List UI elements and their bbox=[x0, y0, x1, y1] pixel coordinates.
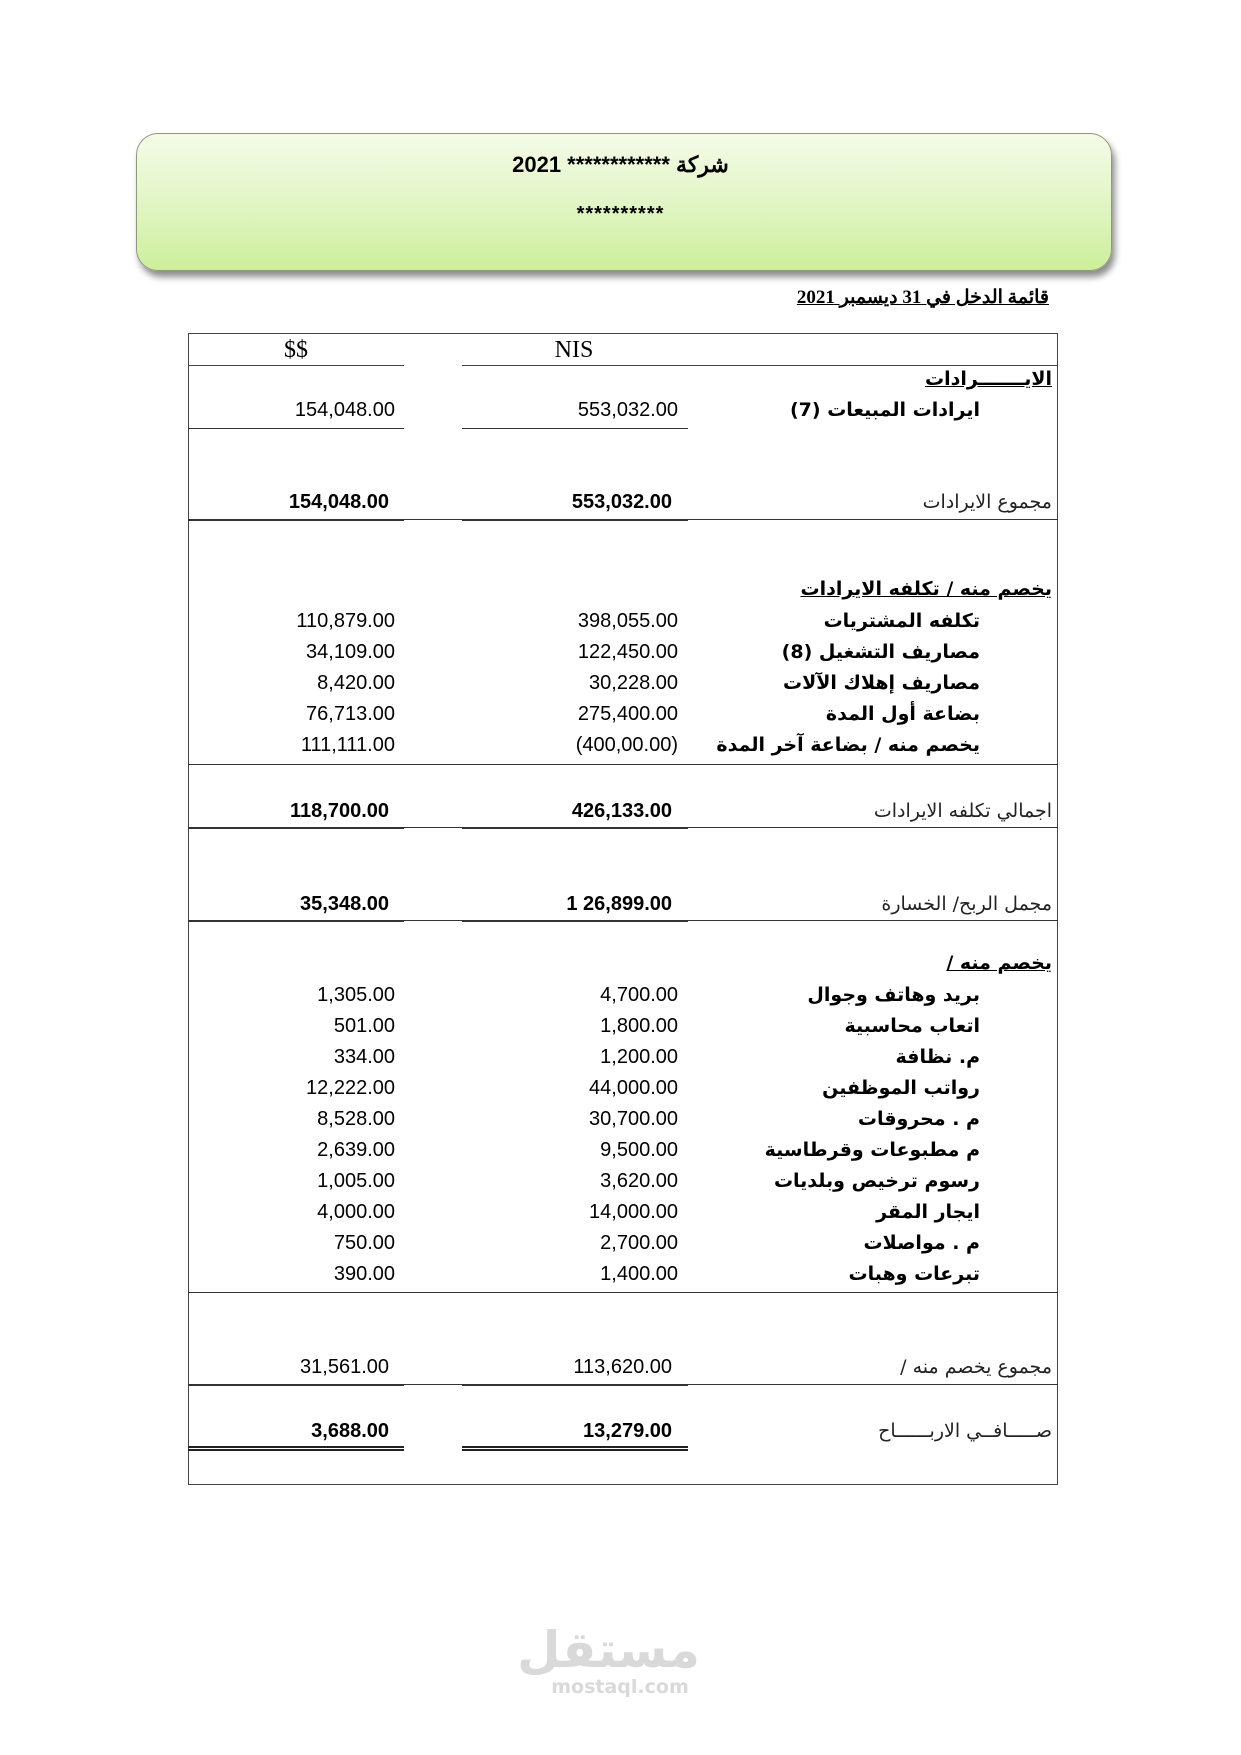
total-rule bbox=[462, 1384, 688, 1386]
row-label: اتعاب محاسبية bbox=[844, 1015, 980, 1037]
table-row bbox=[0, 1263, 1241, 1293]
usd-value: 1,305.00 bbox=[317, 984, 395, 1006]
gross-profit-row bbox=[0, 893, 1241, 923]
table-row bbox=[0, 1077, 1241, 1107]
total-rule bbox=[462, 519, 688, 521]
watermark bbox=[517, 1621, 700, 1698]
revenue-total-row bbox=[0, 491, 1241, 521]
nis-value: 113,620.00 bbox=[573, 1356, 672, 1378]
cost-section-title: يخصم منه / تكلفه الايرادات bbox=[800, 578, 1052, 600]
row-label: مجموع الايرادات bbox=[922, 491, 1052, 513]
table-row bbox=[0, 1046, 1241, 1076]
table-row bbox=[0, 1108, 1241, 1138]
double-underline bbox=[462, 1446, 688, 1451]
table-row bbox=[0, 1232, 1241, 1262]
row-label: تبرعات وهبات bbox=[848, 1263, 980, 1285]
total-rule bbox=[462, 827, 688, 829]
nis-value: 9,500.00 bbox=[600, 1139, 678, 1161]
usd-value: 35,348.00 bbox=[300, 893, 389, 915]
usd-value: 2,639.00 bbox=[317, 1139, 395, 1161]
usd-value: 111,111.00 bbox=[300, 734, 395, 756]
usd-value: 4,000.00 bbox=[317, 1201, 395, 1223]
nis-value: 426,133.00 bbox=[571, 800, 672, 822]
nis-value: 13,279.00 bbox=[583, 1420, 672, 1442]
row-label: م مطبوعات وقرطاسية bbox=[764, 1139, 980, 1161]
usd-value: 118,700.00 bbox=[290, 800, 389, 822]
row-label: رسوم ترخيص وبلديات bbox=[773, 1170, 980, 1192]
company-subtitle: ********** bbox=[576, 203, 665, 225]
double-underline bbox=[188, 1446, 404, 1451]
table-row bbox=[0, 1015, 1241, 1045]
table-row bbox=[0, 1170, 1241, 1200]
table-row bbox=[0, 703, 1241, 733]
usd-value: 8,420.00 bbox=[317, 672, 395, 694]
nis-value: 1,200.00 bbox=[600, 1046, 678, 1068]
expenses-total-row bbox=[0, 1356, 1241, 1386]
nis-value: 553,032.00 bbox=[577, 399, 678, 421]
nis-value: 30,700.00 bbox=[589, 1108, 678, 1130]
row-label: بريد وهاتف وجوال bbox=[807, 984, 980, 1006]
subtotal-rule bbox=[188, 1292, 404, 1293]
total-rule bbox=[188, 1384, 404, 1386]
usd-value: 76,713.00 bbox=[306, 703, 395, 725]
watermark-logo: مستقل bbox=[517, 1621, 700, 1679]
subtotal-rule bbox=[462, 764, 688, 765]
expenses-section-title: يخصم منه / bbox=[946, 952, 1052, 974]
usd-value: 154,048.00 bbox=[288, 491, 389, 513]
table-row bbox=[0, 734, 1241, 764]
subtotal-rule bbox=[462, 428, 688, 429]
row-label: يخصم منه / بضاعة آخر المدة bbox=[716, 734, 980, 756]
row-label: م. نظافة bbox=[895, 1046, 980, 1068]
nis-value: 122,450.00 bbox=[577, 641, 678, 663]
row-label: مصاريف إهلاك الآلات bbox=[783, 672, 980, 694]
nis-value: 1 26,899.00 bbox=[566, 893, 672, 915]
nis-value: 44,000.00 bbox=[589, 1077, 678, 1099]
nis-value: 4,700.00 bbox=[600, 984, 678, 1006]
subtotal-rule bbox=[188, 428, 404, 429]
usd-value: 110,879.00 bbox=[296, 610, 395, 632]
total-rule bbox=[188, 519, 404, 521]
row-label: رواتب الموظفين bbox=[822, 1077, 980, 1099]
row-label: صـــــافــي الاربــــــاح bbox=[878, 1420, 1052, 1442]
total-rule bbox=[188, 827, 404, 829]
nis-value: 1,400.00 bbox=[600, 1263, 678, 1285]
row-label: مصاريف التشغيل (8) bbox=[781, 641, 980, 663]
row-label: مجموع يخصم منه / bbox=[900, 1356, 1052, 1378]
row-label: بضاعة أول المدة bbox=[825, 703, 980, 725]
nis-value: 553,032.00 bbox=[571, 491, 672, 513]
row-label: اجمالي تكلفه الايرادات bbox=[873, 800, 1052, 822]
nis-value: (400,00.00) bbox=[575, 734, 678, 756]
watermark-url: mostaql.com bbox=[551, 1676, 689, 1698]
header-divider bbox=[188, 365, 404, 366]
usd-value: 3,688.00 bbox=[311, 1420, 389, 1442]
row-label: ايجار المقر bbox=[876, 1201, 980, 1223]
company-name: شركة ************ 2021 bbox=[512, 152, 729, 177]
usd-value: 750.00 bbox=[333, 1232, 395, 1254]
table-row bbox=[0, 1201, 1241, 1231]
usd-value: 154,048.00 bbox=[294, 399, 395, 421]
usd-column-header: $$ bbox=[284, 337, 308, 363]
table-row bbox=[0, 984, 1241, 1014]
row-label: تكلفه المشتريات bbox=[823, 610, 980, 632]
nis-value: 398,055.00 bbox=[577, 610, 678, 632]
nis-value: 30,228.00 bbox=[589, 672, 678, 694]
usd-value: 334.00 bbox=[333, 1046, 395, 1068]
nis-value: 2,700.00 bbox=[600, 1232, 678, 1254]
nis-value: 14,000.00 bbox=[589, 1201, 678, 1223]
table-row bbox=[0, 610, 1241, 640]
usd-value: 390.00 bbox=[333, 1263, 395, 1285]
row-label: مجمل الربح/ الخسارة bbox=[881, 893, 1052, 915]
usd-value: 12,222.00 bbox=[306, 1077, 395, 1099]
row-label: م . محروقات bbox=[857, 1108, 980, 1130]
header-divider bbox=[462, 365, 1058, 366]
usd-value: 31,561.00 bbox=[300, 1356, 389, 1378]
cost-total-row bbox=[0, 800, 1241, 830]
usd-value: 1,005.00 bbox=[317, 1170, 395, 1192]
statement-title: قائمة الدخل في 31 ديسمبر 2021 bbox=[796, 287, 1049, 308]
table-row bbox=[0, 399, 1241, 429]
row-label: م . مواصلات bbox=[863, 1232, 980, 1254]
subtotal-rule bbox=[188, 764, 404, 765]
nis-column-header: NIS bbox=[554, 337, 594, 363]
usd-value: 34,109.00 bbox=[306, 641, 395, 663]
usd-value: 501.00 bbox=[333, 1015, 395, 1037]
table-row bbox=[0, 672, 1241, 702]
total-rule bbox=[188, 920, 404, 922]
nis-value: 3,620.00 bbox=[600, 1170, 678, 1192]
subtotal-rule bbox=[462, 1292, 688, 1293]
revenue-section-title: الايـــــــرادات bbox=[925, 368, 1052, 390]
total-rule bbox=[462, 920, 688, 922]
nis-value: 275,400.00 bbox=[577, 703, 678, 725]
table-row bbox=[0, 641, 1241, 671]
table-row bbox=[0, 1139, 1241, 1169]
nis-value: 1,800.00 bbox=[600, 1015, 678, 1037]
usd-value: 8,528.00 bbox=[317, 1108, 395, 1130]
row-label: ايرادات المبيعات (7) bbox=[789, 399, 980, 421]
